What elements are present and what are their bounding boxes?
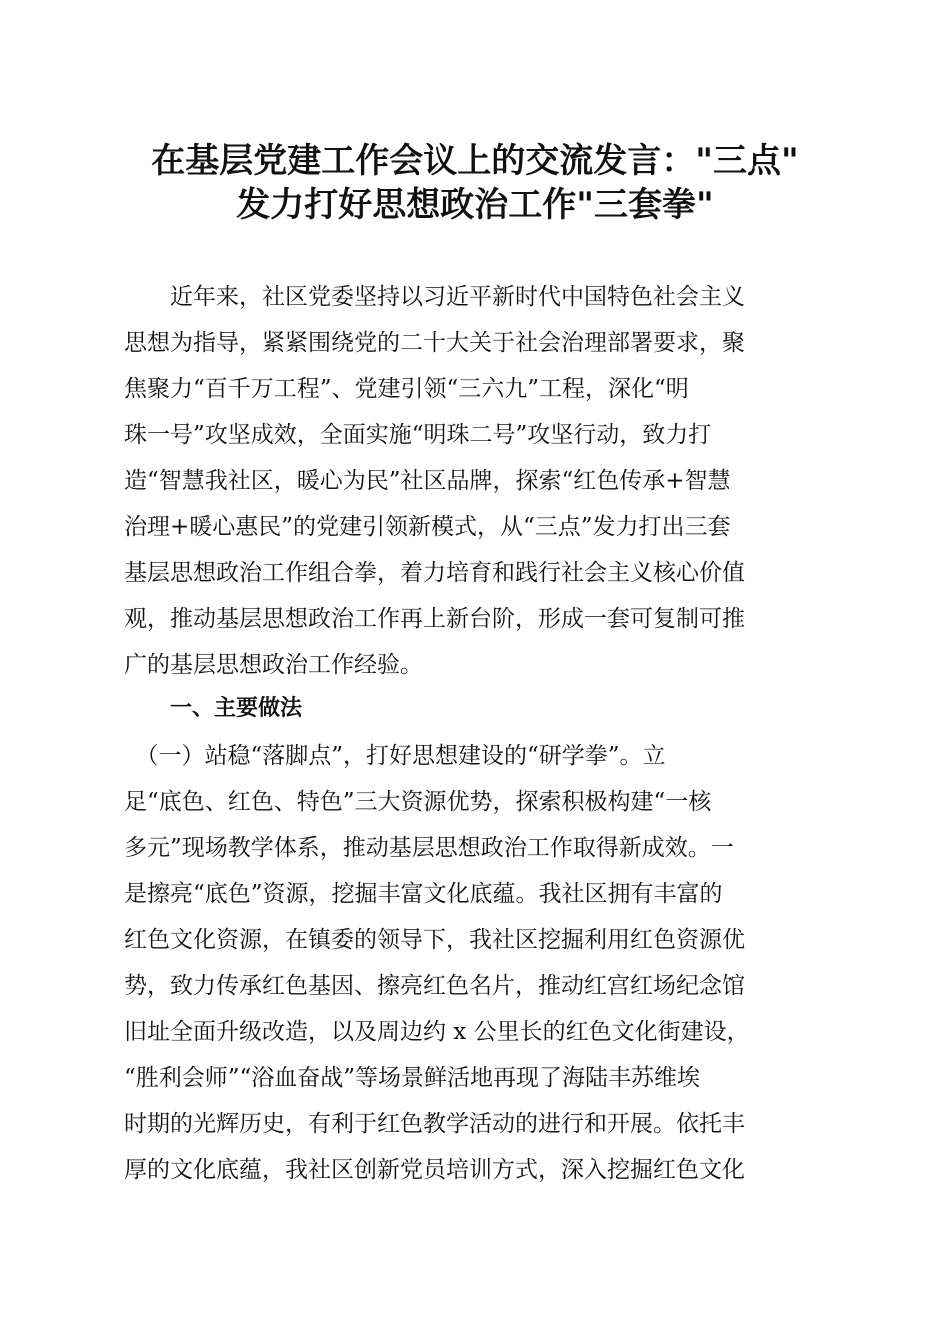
section-line: 时期的光辉历史，有利于红色教学活动的进行和开展。依托丰 [124, 1111, 745, 1137]
intro-line: 思想为指导，紧紧围绕党的二十大关于社会治理部署要求，聚 [124, 330, 745, 356]
section-line: 旧址全面升级改造，以及周边约 x 公里长的红色文化街建设， [124, 1019, 750, 1045]
document-title-line-1: 在基层党建工作会议上的交流发言："三点" [151, 141, 799, 181]
section-heading: 一、主要做法 [170, 696, 303, 721]
intro-line: 广的基层思想政治工作经验。 [124, 652, 423, 678]
section-line: 多元”现场教学体系，推动基层思想政治工作取得新成效。一 [124, 835, 734, 861]
intro-line: 治理+暖心惠民”的党建引领新模式，从“三点”发力打出三套 [124, 514, 731, 540]
intro-line: 基层思想政治工作组合拳，着力培育和践行社会主义核心价值 [124, 560, 745, 586]
section-line: （一）站稳“落脚点”，打好思想建设的“研学拳”。立 [124, 743, 666, 769]
section-line: 厚的文化底蕴，我社区创新党员培训方式，深入挖掘红色文化 [124, 1157, 745, 1183]
document-title-line-2: 发力打好思想政治工作"三套拳" [236, 185, 714, 225]
intro-line: 焦聚力“百千万工程”、党建引领“三六九”工程，深化“明 [124, 376, 689, 402]
intro-line: 造“智慧我社区，暖心为民”社区品牌，探索“红色传承+智慧 [124, 468, 731, 494]
section-line: “胜利会师”“浴血奋战”等场景鲜活地再现了海陆丰苏维埃 [124, 1065, 701, 1091]
section-line: 势，致力传承红色基因、擦亮红色名片，推动红宫红场纪念馆 [124, 973, 745, 999]
intro-line: 观，推动基层思想政治工作再上新台阶，形成一套可复制可推 [124, 606, 745, 632]
intro-line: 珠一号”攻坚成效，全面实施“明珠二号”攻坚行动，致力打 [124, 422, 712, 448]
section-line: 足“底色、红色、特色”三大资源优势，探索积极构建“一核 [124, 789, 712, 815]
intro-line: 近年来，社区党委坚持以习近平新时代中国特色社会主义 [124, 284, 745, 310]
section-line: 是擦亮“底色”资源，挖掘丰富文化底蕴。我社区拥有丰富的 [124, 881, 723, 907]
section-line: 红色文化资源，在镇委的领导下，我社区挖掘利用红色资源优 [124, 927, 745, 953]
